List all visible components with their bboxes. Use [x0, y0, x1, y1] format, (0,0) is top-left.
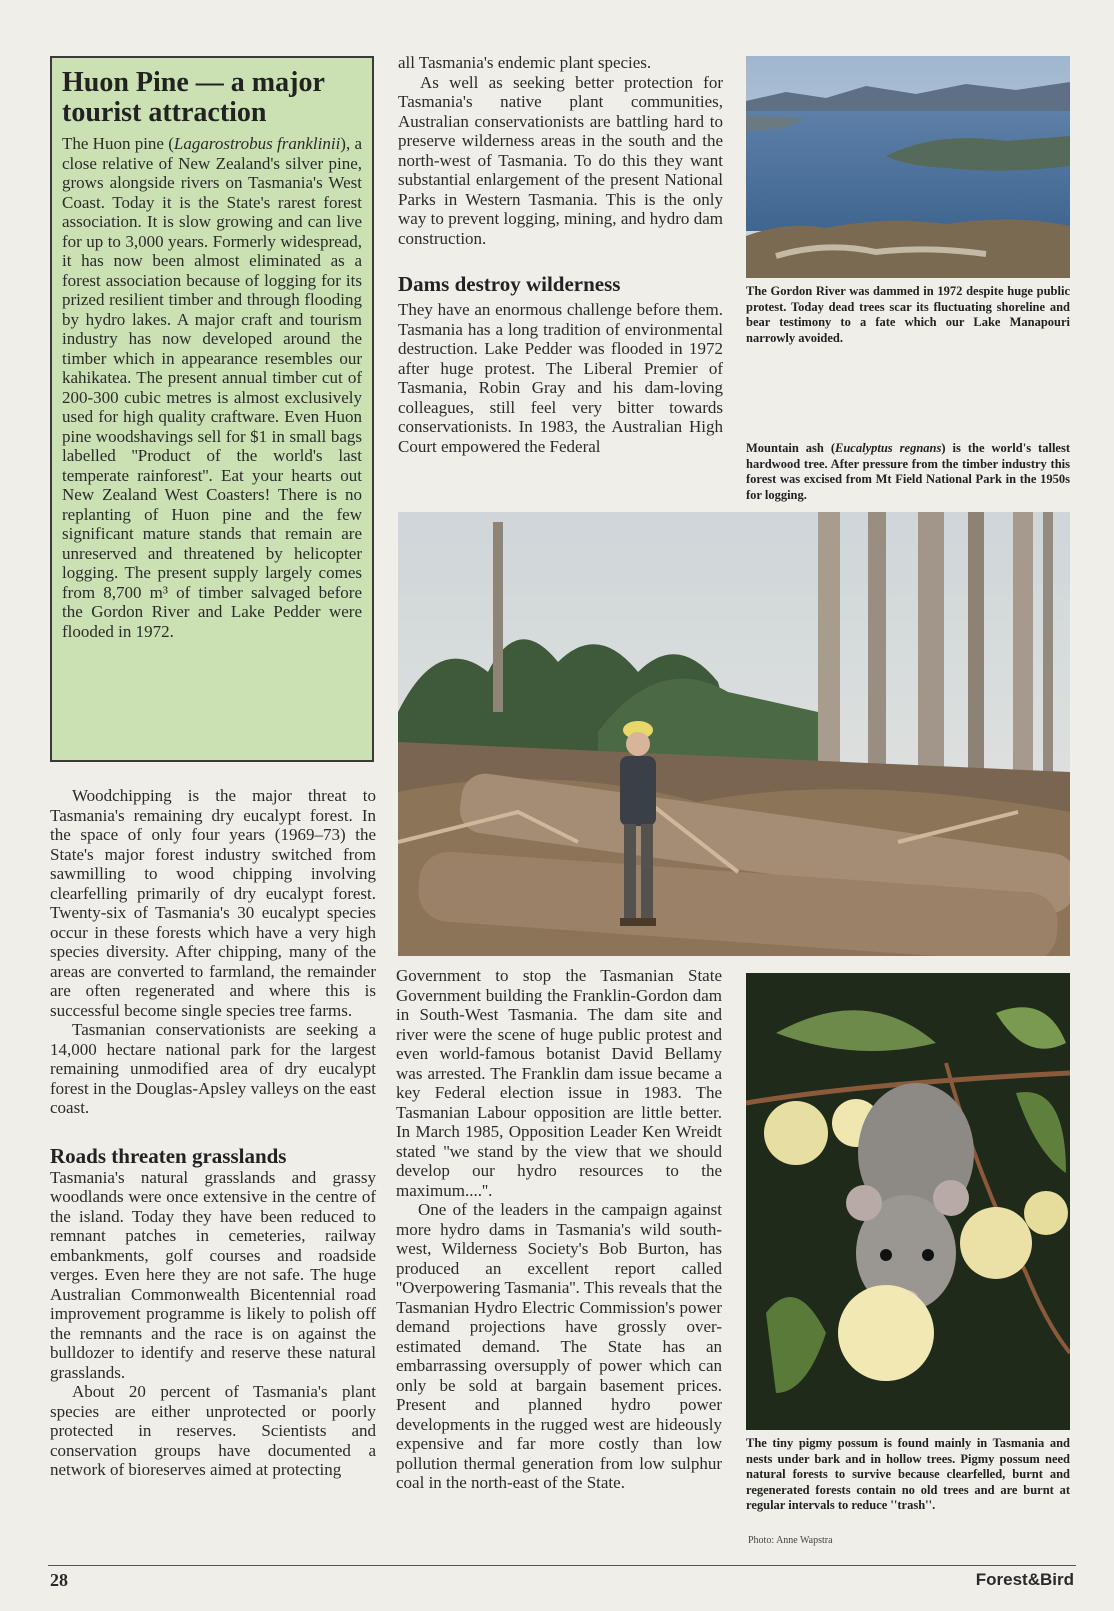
sidebar-title: Huon Pine — a major tourist attraction [62, 67, 325, 128]
paragraph: One of the leaders in the campaign against more hydro dams in Tasmania's wild south-west, Wilderness Society's Bob Burton, has produced an excellent report called ''Overpowering Tasmania''. This reveals that the Tasmanian Hydro Electric Commission's power demand projections have grossly over-estimated demand. The State has an embarrassing oversupply of power which can only be sold at bargain basement prices. Present and planned hydro power developments in the rugged west are hideously expensive and far more costly than low pollution thermal generation from low sulphur coal in the north-east of the State. [396, 1200, 722, 1492]
masthead: Forest&Bird [975, 1570, 1074, 1589]
paragraph: all Tasmania's endemic plant species. [398, 53, 652, 72]
sidebar-latin-name: Lagarostrobus franklinii [173, 134, 341, 153]
sidebar-body [62, 134, 362, 641]
mountain-ash-caption: Mountain ash (Eucalyptus regnans) is the world's tallest hardwood tree. After pressure from the timber industry this forest was excised from Mt Field National Park in the 1950s for logging. [746, 441, 1070, 502]
sidebar-text: ), a close relative of New Zealand's silver pine, grows alongside rivers on Tasmania's West Coast. Today it is the State's rarest forest association. It is slow growing and can live for up to 3,000 years. Formerly widespread, it has now been almost eliminated as a forest association because of logging for its prized resilient timber and through flooding by hydro lakes. A major craft and tourism industry has now developed around the timber which in appearance resembles our kahikatea. The present annual timber cut of 200-300 cubic metres is almost exclusively used for high quality craftware. Even Huon pine woodshavings sell for $1 in small bags labelled ''Product of the world's last temperate rainforest''. Eat your hearts out New Zealand West Coasters! There is no replanting of Huon pine and the few significant mature stands that remain are unreserved and threatened by helicopter logging. The present supply largely comes from 8,700 m³ of timber salvaged before the Gordon River and Lake Pedder were flooded in 1972. [62, 134, 363, 641]
mountain-ash-forest-photo [398, 512, 1070, 956]
footer-divider [48, 1565, 1076, 1566]
paragraph: Tasmanian conservationists are seeking a 14,000 hectare national park for the largest remaining unmodified area of dry eucalypt forest in the Douglas-Apsley valleys on the east coast. [50, 1020, 376, 1117]
section-heading-roads: Roads threaten grasslands [50, 1143, 287, 1168]
column-2-bottom-text [396, 966, 722, 1493]
gordon-river-caption: The Gordon River was dammed in 1972 despite huge public protest. Today dead trees scar its fluctuating shoreline and bear testimony to a fate which our Lake Manapouri narrowly avoided. [746, 284, 1070, 345]
section-heading-dams: Dams destroy wilderness [398, 272, 621, 296]
paragraph: About 20 percent of Tasmania's plant species are either unprotected or poorly protected in reserves. Scientists and conservation groups have documented a network of bioreserves aimed at protecting [50, 1382, 376, 1479]
column-2-top-text [398, 53, 723, 456]
sidebar-intro: The Huon pine ( [62, 134, 174, 153]
photo-credit: Photo: Anne Wapstra [748, 1535, 833, 1546]
paragraph: As well as seeking better protection for Tasmania's native plant communities, Australian conservationists are battling hard to preserve wilderness areas in the south and the north-west of Tasmania. To do this they want substantial enlargement of the present National Parks in Western Tasmania. This is the only way to prevent logging, mining, and hydro dam construction. [398, 72, 723, 248]
sidebar-box [50, 56, 374, 762]
pigmy-possum-caption: The tiny pigmy possum is found mainly in Tasmania and nests under bark and in hollow trees. Pigmy possum need natural forests to survive because clearfelled, burnt and regenerated forests contain no old trees and are burnt at regular intervals to reduce ''trash''. [746, 1436, 1070, 1512]
gordon-river-photo [746, 56, 1070, 278]
pigmy-possum-photo [746, 973, 1070, 1430]
paragraph: Woodchipping is the major threat to Tasmania's remaining dry eucalypt forest. In the space of only four years (1969–73) the State's major forest industry switched from sawmilling to wood chipping involving clearfelling primarily of dry eucalypt forest. Twenty-six of Tasmania's 30 eucalypt species occur in these forests which have a very high species diversity. After chipping, many of the areas are converted to farmland, the remainder are often regenerated and where this is successful become single species tree farms. [50, 786, 376, 1020]
paragraph: Government to stop the Tasmanian State Government building the Franklin-Gordon dam in South-West Tasmania. The dam site and river were the scene of huge public protest and even world-famous botanist David Bellamy was arrested. The Franklin dam issue became a key Federal election issue in 1983. The Tasmanian Labour opposition are little better. In March 1985, Opposition Leader Ken Wreidt stated ''we stand by the view that we should develop our hydro resources to the maximum....''. [396, 966, 722, 1200]
paragraph: Tasmania's natural grasslands and grassy woodlands were once extensive in the centre of the island. Today they have been reduced to remnant patches in cemeteries, railway embankments, golf courses and roadside verges. Even here they are not safe. The huge Australian Commonwealth Bicentennial road improvement programme is likely to polish off the remnants and the race is on against the bulldozer to identify and reserve these natural grasslands. [50, 1167, 376, 1382]
mountain-ash-latin: Eucalyptus regnans [835, 441, 942, 455]
page-number: 28 [50, 1570, 68, 1590]
paragraph: They have an enormous challenge before them. Tasmania has a long tradition of environmental destruction. Lake Pedder was flooded in 1972 after huge protest. The Liberal Premier of Tasmania, Robin Gray and his dam-loving colleagues, still feel very bitter towards conservationists. In 1983, the Australian High Court empowered the Federal [398, 300, 723, 456]
column-1-text [50, 786, 376, 1480]
